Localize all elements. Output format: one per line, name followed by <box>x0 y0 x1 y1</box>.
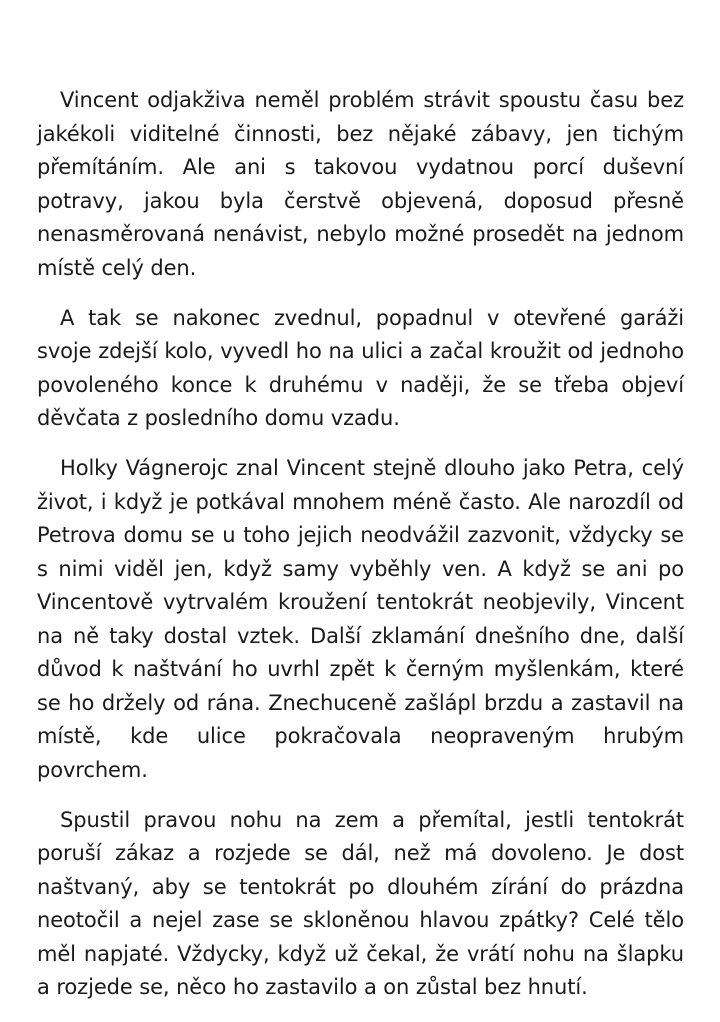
paragraph-4: Spustil pravou nohu na zem a přemítal, jestli tentokrát poruší zákaz a rozjede se dál, než má dovoleno. Je dost naštvaný, aby se tentokrát po dlouhém zírání do prázdna neotočil a nejel zase se skloněnou hlavou zpátky? Celé tělo měl napjaté. Vždycky, když už čekal, že vrátí nohu na šlapku a rozjede se, něco ho zastavilo a on zůstal bez hnutí. <box>37 807 684 999</box>
paragraph-3: Holky Vágnerojc znal Vincent stejně dlouho jako Petra, celý život, i když je potkával mnohem méně často. Ale narozdíl od Petrova domu se u toho jejich neodvážil zazvonit, vždycky se s nimi viděl jen, když samy vyběhly ven. A když se ani po Vincentově vytrvalém kroužení tentokrát neobjevily, Vincent na ně taky dostal vztek. Další zklamání dnešního dne, další důvod k naštvání ho uvrhl zpět k černým myšlenkám, které se ho držely od rána. Znechuceně zašlápl brzdu a zastavil na místě, kde ulice pokračovala neopraveným hrubým povrchem. <box>37 456 684 782</box>
paragraph-1: Vincent odjakživa neměl problém strávit spoustu času bez jakékoli viditelné činnosti, bez nějaké zábavy, jen tichým přemítáním. Ale ani s takovou vydatnou porcí duševní potravy, jakou byla čerstvě objevená, doposud přesně nenasměrovaná nenávist, nebylo možné prosedět na jednom místě celý den. <box>37 88 684 280</box>
paragraph-2: A tak se nakonec zvednul, popadnul v otevřené garáži svoje zdejší kolo, vyvedl ho na ulici a začal kroužit od jednoho povoleného konce k druhému v naději, že se třeba objeví děvčata z posledního domu vzadu. <box>37 305 684 430</box>
document-page <box>37 84 684 1005</box>
